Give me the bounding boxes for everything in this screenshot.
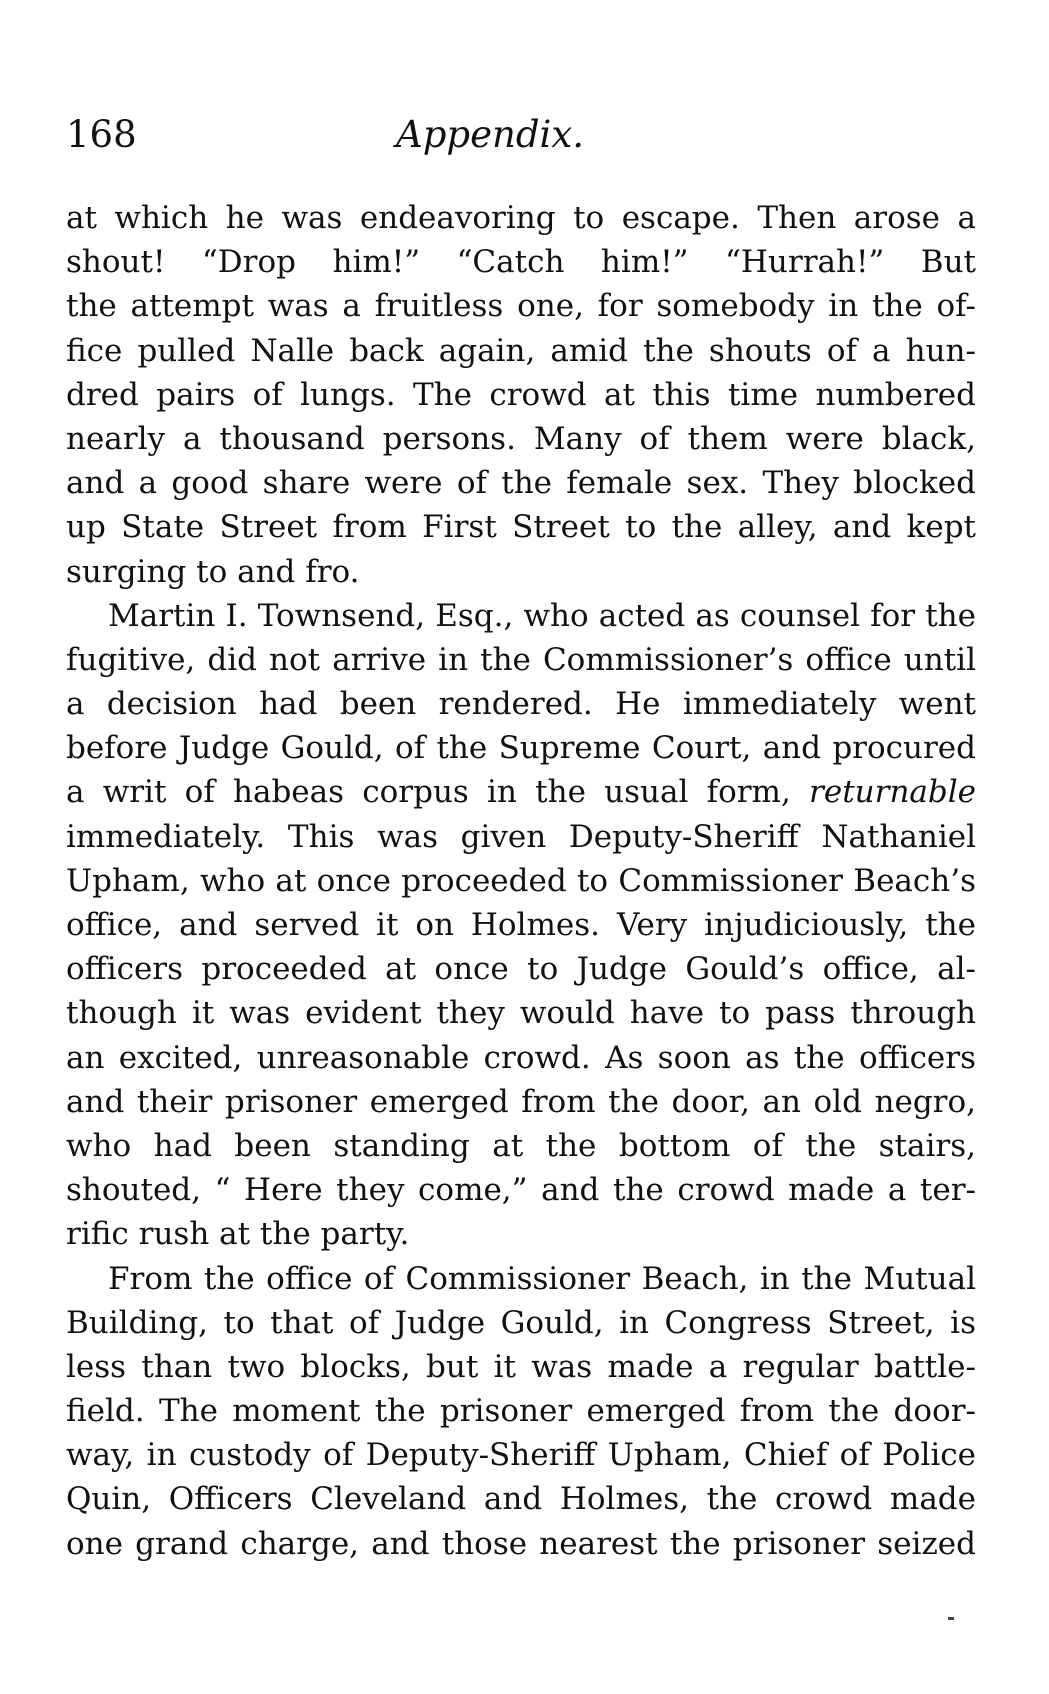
line-text: up State Street from First Street to the alley, and kept (66, 509, 976, 546)
text-line (66, 859, 976, 903)
line-text: shout! “Drop him!” “Catch him!” “Hurrah!” But (66, 244, 976, 281)
text-line (66, 638, 976, 682)
line-text: rific rush at the party. (66, 1216, 410, 1253)
text-line (66, 550, 976, 594)
line-text: From the office of Commissioner Beach, in the Mutual (108, 1260, 976, 1297)
text-line (66, 417, 976, 461)
text-line (66, 1257, 976, 1301)
line-text: the attempt was a fruitless one, for somebody in the of- (66, 288, 976, 325)
text-line (66, 594, 976, 638)
line-text: fugitive, did not arrive in the Commissioner’s office until (66, 641, 976, 678)
line-text: way, in custody of Deputy-Sheriff Upham, Chief of Police (66, 1437, 976, 1474)
text-line (66, 903, 976, 947)
text-line (66, 1080, 976, 1124)
text-line (66, 1036, 976, 1080)
line-text: surging to and fro. (66, 553, 360, 590)
text-line (66, 1433, 976, 1477)
running-head: Appendix. (396, 113, 584, 156)
print-mark (948, 1617, 954, 1620)
line-text: though it was evident they would have to pass through (66, 995, 976, 1032)
line-text: Building, to that of Judge Gould, in Congress Street, is (66, 1304, 976, 1341)
line-text: dred pairs of lungs. The crowd at this time numbered (66, 376, 976, 413)
line-text: an excited, unreasonable crowd. As soon as the officers (66, 1039, 976, 1076)
page-header (66, 110, 976, 170)
page-number: 168 (66, 113, 137, 156)
line-text: fice pulled Nalle back again, amid the shouts of a hun- (66, 332, 976, 369)
text-line (66, 770, 976, 814)
line-text: Upham, who at once proceeded to Commissioner Beach’s (66, 862, 976, 899)
text-line (66, 1522, 976, 1566)
text-line (66, 682, 976, 726)
line-text: at which he was endeavoring to escape. Then arose a (66, 200, 976, 236)
line-text: office, and served it on Holmes. Very injudiciously, the (66, 907, 976, 943)
text-line (66, 1389, 976, 1433)
italic-word: returnable (809, 774, 976, 811)
line-text: less than two blocks, but it was made a regular battle- (66, 1348, 976, 1385)
line-text: one grand charge, and those nearest the prisoner seized (66, 1525, 976, 1562)
text-line (66, 991, 976, 1035)
text-line (66, 1124, 976, 1168)
body-text (66, 196, 976, 1566)
text-line (66, 1212, 976, 1256)
line-text: nearly a thousand persons. Many of them were black, (66, 420, 976, 457)
text-line (66, 284, 976, 328)
line-text: a decision had been rendered. He immediately went (66, 686, 976, 723)
line-text: Quin, Officers Cleveland and Holmes, the crowd made (66, 1481, 976, 1518)
line-text: field. The moment the prisoner emerged from the door- (66, 1393, 976, 1430)
text-line (66, 1301, 976, 1345)
text-line (66, 461, 976, 505)
line-text: before Judge Gould, of the Supreme Court, and procured (66, 730, 976, 767)
line-text: officers proceeded at once to Judge Gould’s office, al- (66, 951, 976, 988)
text-line (66, 373, 976, 417)
line-text: immediately. This was given Deputy-Sheriff Nathaniel (66, 818, 976, 855)
text-line (66, 1345, 976, 1389)
line-text: shouted, “ Here they come,” and the crowd made a ter- (66, 1172, 976, 1209)
line-text: Martin I. Townsend, Esq., who acted as counsel for the (108, 597, 976, 634)
text-line (66, 815, 976, 859)
line-text: who had been standing at the bottom of the stairs, (66, 1127, 976, 1164)
line-text: and their prisoner emerged from the door, an old negro, (66, 1083, 976, 1120)
text-line (66, 1168, 976, 1212)
line-text: a writ of habeas corpus in the usual form, (66, 774, 810, 811)
line-text: and a good share were of the female sex. They blocked (66, 465, 976, 502)
text-line (66, 1477, 976, 1521)
text-line (66, 196, 976, 240)
text-line (66, 329, 976, 373)
text-line (66, 726, 976, 770)
text-line (66, 947, 976, 991)
text-line (66, 240, 976, 284)
text-line (66, 505, 976, 549)
